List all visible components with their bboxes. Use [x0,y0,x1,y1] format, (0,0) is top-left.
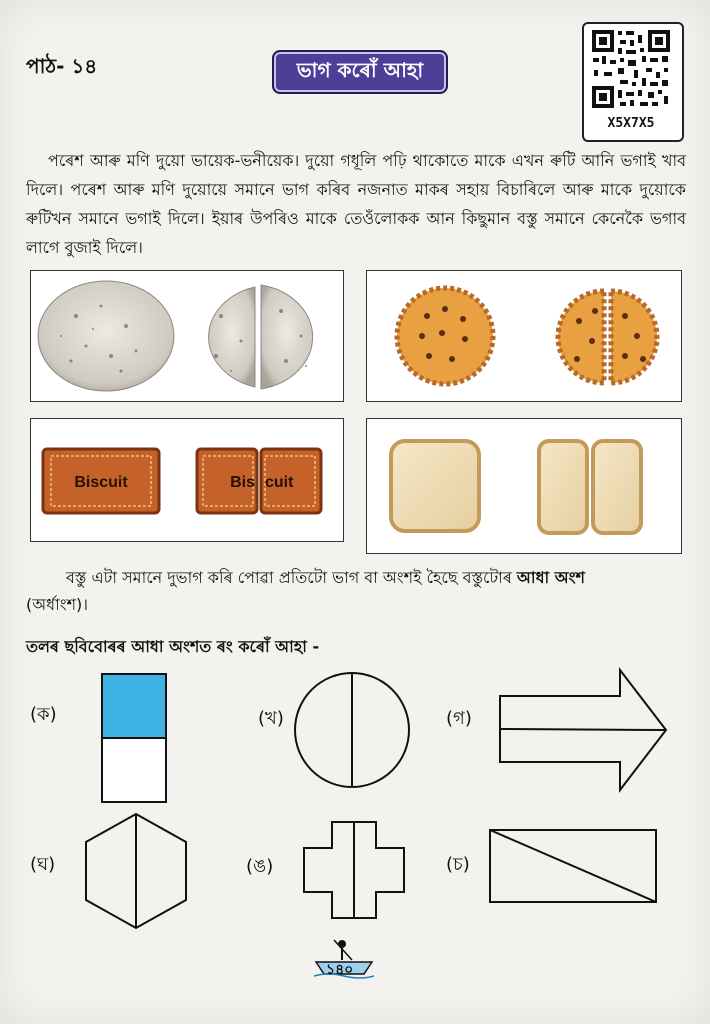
exercise-instruction: তলৰ ছবিবোৰৰ আধা অংশত ৰং কৰোঁ আহা - [26,637,320,656]
bread-right-half [593,441,641,533]
shape-cross-split[interactable] [302,820,408,922]
bread-photo [366,418,682,554]
shape-label-kha: (খ) [258,708,284,729]
shape-arrow-split[interactable] [498,668,670,794]
bread-left-half [539,441,587,533]
roti-left-half [209,287,255,387]
shape-hexagon-split[interactable] [84,812,190,930]
qr-caption: X5X7X5 [607,116,655,131]
lesson-number: পাঠ- ১৪ [26,54,98,78]
shape-square-split[interactable] [100,672,170,806]
page-number: ১৪০ [326,962,354,978]
shape-label-cha: (চ) [446,854,470,875]
biscuit-label: Biscuit [74,474,128,491]
cookie-photo [366,270,682,402]
shape-label-ga: (গ) [446,708,472,729]
shape-rectangle-diagonal[interactable] [488,828,660,906]
biscuit-split-label-left: Bis [230,474,255,491]
qr-code-icon [590,28,672,110]
half-definition [26,564,686,618]
half-definition-text: বস্তু এটা সমানে দুভাগ কৰি পোৱা প্ৰতিটো ভাগ বা অংশই হৈছে বস্তুটোৰ [66,568,517,587]
cookie-whole [397,288,493,384]
cookie-right-half [611,291,657,383]
page-title: ভাগ কৰোঁ আহা [272,50,448,94]
bread-whole [391,441,479,531]
half-definition-tail: (অৰ্ধাংশ)। [26,595,89,614]
biscuit-split-label-right: cuit [265,474,294,491]
shape-circle-split[interactable] [292,670,414,792]
intro-paragraph: পৰেশ আৰু মণি দুয়ো ভায়েক-ভনীয়েক। দুয়ো গধূলি পঢ়ি থাকোতে মাকে এখন ৰুটি আনি ভগাই খাব দিলে। পৰেশ আৰু মণি দুয়োয়ে সমানে ভাগ কৰিব নজনাত মাকৰ সহায় বিচাৰিলে আৰু মাকে দুয়োকে ৰুটিখন সমানে ভগাই দিলে। ইয়াৰ উপৰিও মাকে তেওঁলোকক আন কিছুমান বস্তু সমানে কেনেকৈ ভগাব লাগে বুজাই দিলে। [26,151,686,257]
roti-photo [30,270,344,402]
shape-label-ka: (ক) [30,704,57,725]
half-term: আধা অংশ [516,568,585,587]
biscuit-photo [30,418,344,542]
shape-label-nga: (ঙ) [246,856,274,877]
cookie-left-half [558,291,604,383]
roti-right-half [261,285,313,389]
roti-whole [38,281,174,391]
shape-label-gha: (ঘ) [30,854,56,875]
